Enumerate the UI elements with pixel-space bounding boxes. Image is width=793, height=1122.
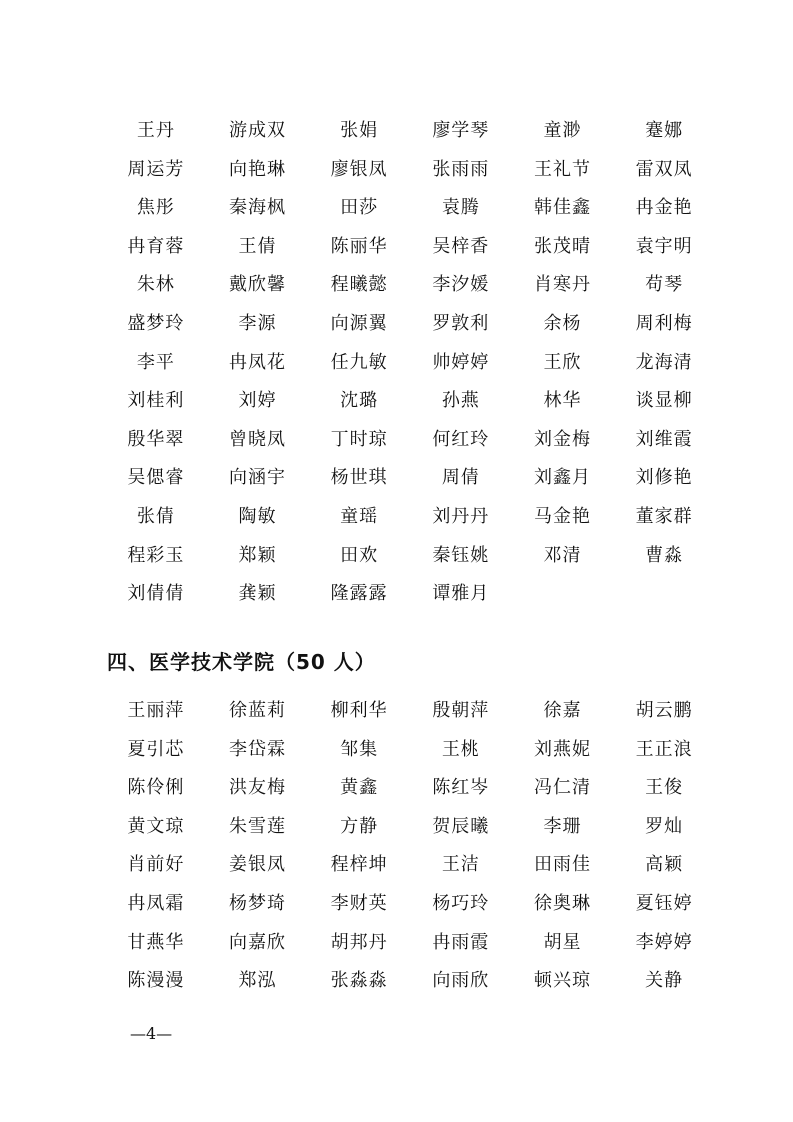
name-cell: 戴欣馨 — [228, 274, 286, 296]
name-cell: 任九敏 — [330, 351, 388, 373]
name-cell: 陈伶俐 — [127, 777, 185, 799]
name-cell: 陈丽华 — [330, 235, 388, 257]
name-cell: 马金艳 — [533, 505, 591, 527]
name-cell: 蹇娜 — [645, 120, 684, 141]
name-cell: 童渺 — [543, 120, 582, 141]
name-cell: 盛梦玲 — [127, 312, 185, 334]
name-cell: 谈显柳 — [635, 390, 693, 412]
name-cell: 王倩 — [238, 235, 277, 257]
name-cell: 胡云鹏 — [635, 700, 693, 721]
name-cell: 孙燕 — [441, 390, 480, 412]
name-cell: 姜银凤 — [228, 854, 286, 876]
name-cell: 程彩玉 — [127, 544, 185, 566]
name-cell: 程梓坤 — [330, 854, 388, 876]
name-cell: 张娟 — [340, 120, 379, 141]
name-cell: 吴梓香 — [432, 235, 490, 257]
name-cell: 罗灿 — [645, 815, 684, 837]
name-cell: 郑颖 — [238, 544, 277, 566]
name-cell: 谭雅月 — [432, 583, 490, 605]
name-list-previous-section — [105, 112, 715, 614]
name-list-medical-technology — [105, 692, 715, 1001]
name-cell: 徐嘉 — [543, 700, 582, 721]
name-cell: 刘燕妮 — [533, 738, 591, 760]
name-cell: 刘维霞 — [635, 428, 693, 450]
name-cell: 李财英 — [330, 892, 388, 914]
name-cell: 冉金艳 — [635, 197, 693, 219]
name-cell: 董家群 — [635, 505, 693, 527]
name-cell: 李源 — [238, 312, 277, 334]
name-cell: 刘婷 — [238, 390, 277, 412]
name-cell: 廖银凤 — [330, 158, 388, 180]
name-cell: 向涵宇 — [228, 467, 286, 489]
name-cell: 焦彤 — [136, 197, 175, 219]
name-cell: 王欣 — [543, 351, 582, 373]
name-cell: 夏引芯 — [127, 738, 185, 760]
name-cell: 刘修艳 — [635, 467, 693, 489]
name-cell: 王丹 — [136, 120, 175, 141]
name-cell: 袁腾 — [441, 197, 480, 219]
name-cell: 王俊 — [645, 777, 684, 799]
name-cell: 冉雨霞 — [432, 931, 490, 953]
name-cell: 邹集 — [340, 738, 379, 760]
name-cell: 秦海枫 — [228, 197, 286, 219]
name-cell: 张倩 — [136, 505, 175, 527]
name-cell: 方静 — [340, 815, 379, 837]
name-cell: 贺辰曦 — [432, 815, 490, 837]
name-cell: 李岱霖 — [228, 738, 286, 760]
name-cell: 王正浪 — [635, 738, 693, 760]
name-cell: 李珊 — [543, 815, 582, 837]
name-cell: 肖寒丹 — [533, 274, 591, 296]
name-cell: 刘丹丹 — [432, 505, 490, 527]
name-cell: 张茂晴 — [533, 235, 591, 257]
name-cell: 向雨欣 — [432, 970, 490, 992]
name-cell: 秦钰姚 — [432, 544, 490, 566]
name-cell: 丁时琼 — [330, 428, 388, 450]
name-cell: 冉育蓉 — [127, 235, 185, 257]
name-cell: 向艳琳 — [228, 158, 286, 180]
name-cell: 帅婷婷 — [432, 351, 490, 373]
name-cell: 龙海清 — [635, 351, 693, 373]
name-cell: 袁宇明 — [635, 235, 693, 257]
name-cell: 曹淼 — [645, 544, 684, 566]
name-cell: 邓清 — [543, 544, 582, 566]
name-cell: 冯仁清 — [533, 777, 591, 799]
name-cell: 朱林 — [136, 274, 175, 296]
name-cell: 杨巧玲 — [432, 892, 490, 914]
name-cell: 殷华翠 — [127, 428, 185, 450]
name-cell: 刘鑫月 — [533, 467, 591, 489]
name-cell: 王丽萍 — [127, 700, 185, 721]
name-cell: 刘倩倩 — [127, 583, 185, 605]
name-cell: 周利梅 — [635, 312, 693, 334]
name-cell: 郑泓 — [238, 970, 277, 992]
name-cell: 韩佳鑫 — [533, 197, 591, 219]
name-cell: 黄文琼 — [127, 815, 185, 837]
section-heading: 四、医学技术学院（50 人） — [107, 650, 376, 674]
name-cell: 童瑶 — [340, 505, 379, 527]
name-cell: 沈璐 — [340, 390, 379, 412]
name-cell: 甘燕华 — [127, 931, 185, 953]
name-cell: 杨梦琦 — [228, 892, 286, 914]
name-cell: 罗敦利 — [432, 312, 490, 334]
name-cell: 林华 — [543, 390, 582, 412]
name-cell: 陈红岑 — [432, 777, 490, 799]
name-cell: 隆露露 — [330, 583, 388, 605]
name-cell: 向源翼 — [330, 312, 388, 334]
name-cell: 曾晓凤 — [228, 428, 286, 450]
name-cell: 李汐媛 — [432, 274, 490, 296]
name-cell: 吴偲睿 — [127, 467, 185, 489]
name-cell: 陈漫漫 — [127, 970, 185, 992]
name-cell: 王礼节 — [533, 158, 591, 180]
name-cell: 程曦懿 — [330, 274, 388, 296]
name-cell: 高颖 — [645, 854, 684, 876]
name-cell: 洪友梅 — [228, 777, 286, 799]
name-cell: 田欢 — [340, 544, 379, 566]
name-cell: 冉凤霜 — [127, 892, 185, 914]
name-cell: 关静 — [645, 970, 684, 992]
name-cell: 刘金梅 — [533, 428, 591, 450]
name-cell: 田莎 — [340, 197, 379, 219]
name-cell: 张淼淼 — [330, 970, 388, 992]
name-cell: 周运芳 — [127, 158, 185, 180]
name-cell: 徐蓝莉 — [228, 700, 286, 721]
name-cell: 肖前好 — [127, 854, 185, 876]
page-number: —4— — [130, 1024, 173, 1043]
name-cell: 冉凤花 — [228, 351, 286, 373]
name-cell: 李平 — [136, 351, 175, 373]
name-cell: 向嘉欣 — [228, 931, 286, 953]
name-cell: 王桃 — [441, 738, 480, 760]
name-cell: 苟琴 — [645, 274, 684, 296]
name-cell: 陶敏 — [238, 505, 277, 527]
name-cell: 龚颖 — [238, 583, 277, 605]
name-cell: 徐奥琳 — [533, 892, 591, 914]
name-cell: 田雨佳 — [533, 854, 591, 876]
name-cell: 胡星 — [543, 931, 582, 953]
name-cell: 夏钰婷 — [635, 892, 693, 914]
name-cell: 黄鑫 — [340, 777, 379, 799]
name-cell: 顿兴琼 — [533, 970, 591, 992]
name-cell: 余杨 — [543, 312, 582, 334]
name-cell: 李婷婷 — [635, 931, 693, 953]
name-cell: 刘桂利 — [127, 390, 185, 412]
name-cell: 雷双凤 — [635, 158, 693, 180]
name-cell: 廖学琴 — [432, 120, 490, 141]
name-cell: 何红玲 — [432, 428, 490, 450]
name-cell: 游成双 — [228, 120, 286, 141]
name-cell: 朱雪莲 — [228, 815, 286, 837]
name-cell: 王洁 — [441, 854, 480, 876]
name-cell: 张雨雨 — [432, 158, 490, 180]
name-cell: 殷朝萍 — [432, 700, 490, 721]
name-cell: 杨世琪 — [330, 467, 388, 489]
name-cell: 柳利华 — [330, 700, 388, 721]
name-cell: 胡邦丹 — [330, 931, 388, 953]
name-cell: 周倩 — [441, 467, 480, 489]
